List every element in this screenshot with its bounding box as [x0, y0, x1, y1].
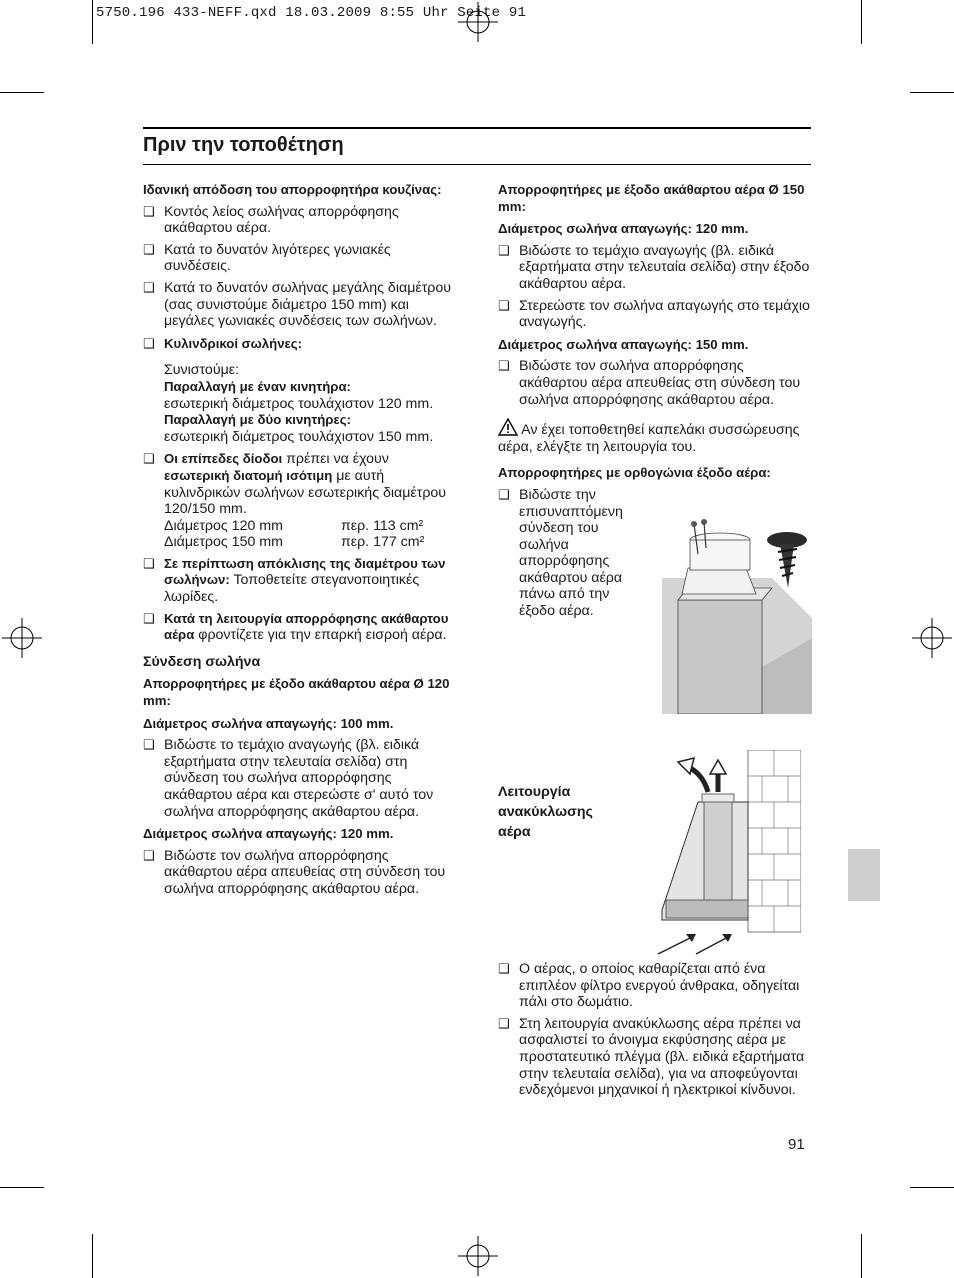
- list-item: ❑ Βιδώστε τον σωλήνα απορρόφησης ακάθαρτου αέρα απευθείας στη σύνδεση του σωλήνα απορρόφησης ακάθαρτου αέρα.: [143, 847, 446, 897]
- section-heading: Απορροφητήρες με έξοδο ακάθαρτου αέρα Ø 150 mm:: [498, 182, 805, 214]
- checkbox-icon: ❑: [498, 297, 510, 313]
- list-item: ❑ Κατά το δυνατόν σωλήνας μεγάλης διαμέτρου (σας συνιστούμε διάμετρο 150 mm) και μεγάλες γωνιακές συνδέσεις των σωλήνων.: [143, 279, 452, 330]
- page-title: Πριν την τοποθέτηση: [143, 134, 344, 156]
- diameter-row: Διάμετρος 150 mm περ. 177 cm²: [164, 534, 425, 551]
- list-item: ❑ Κατά το δυνατόν λιγότερες γωνιακές συνδέσεις.: [143, 241, 391, 275]
- checkbox-icon: ❑: [143, 451, 155, 467]
- registration-mark-icon: [458, 1236, 498, 1276]
- list-item: ❑ Οι επίπεδες δίοδοι πρέπει να έχουν εσωτερική διατομή ισότιμη με αυτή κυλινδρικών σωλήνων εσωτερικής διαμέτρου 120/150 mm. Διάμετρος 120 mm περ. 113 cm² Διάμετρος 150 mm περ. 177 cm²: [143, 451, 458, 551]
- list-item: ❑ Κατά τη λειτουργία απορρόφησης ακάθαρτου αέρα φροντίζετε για την επαρκή εισροή αέρα.: [143, 610, 449, 644]
- checkbox-icon: ❑: [143, 610, 155, 626]
- list-item: ❑ Βιδώστε το τεμάχιο αναγωγής (βλ. ειδικά εξαρτήματα στην τελευταία σελίδα) στη σύνδεση του σωλήνα απορρόφησης ακάθαρτου αέρα και στερεώστε σ' αυτό τον σωλήνα απορρόφησης ακάθαρτου αέρα.: [143, 737, 434, 820]
- recirculation-illustration: [648, 750, 801, 960]
- checkbox-icon: ❑: [143, 279, 155, 295]
- section-heading: Διάμετρος σωλήνα απαγωγής: 120 mm.: [498, 221, 749, 237]
- crop-mark: [910, 92, 954, 93]
- crop-mark: [92, 0, 93, 44]
- rectangular-outlet-illustration: [660, 518, 812, 714]
- section-heading: Διάμετρος σωλήνα απαγωγής: 120 mm.: [143, 826, 394, 842]
- checkbox-icon: ❑: [498, 486, 510, 502]
- left-column: [143, 182, 458, 898]
- checkbox-icon: ❑: [143, 241, 155, 257]
- list-item: ❑ Ο αέρας, ο οποίος καθαρίζεται από ένα επιπλέον φίλτρο ενεργού άνθρακα, οδηγείται πάλι στο δωμάτιο.: [498, 961, 800, 1011]
- checkbox-icon: ❑: [143, 203, 155, 219]
- crop-mark: [0, 1187, 44, 1188]
- page-number: 91: [788, 1136, 805, 1153]
- subsection-title: Σύνδεση σωλήνα: [143, 653, 261, 670]
- thumb-index-tab: [848, 849, 880, 901]
- warning-icon: [498, 418, 518, 436]
- list-item: ❑ Κυλινδρικοί σωλήνες: Συνιστούμε: Παραλλαγή με έναν κινητήρα: εσωτερική διάμετρος τουλάχιστον 120 mm. Παραλλαγή με δύο κινητήρες: εσωτερική διάμετρος τουλάχιστον 150 mm.: [143, 335, 434, 445]
- checkbox-icon: ❑: [498, 961, 510, 976]
- list-item: ❑ Στη λειτουργία ανακύκλωσης αέρα πρέπει να ασφαλιστεί το άνοιγμα εκφύσησης αέρα με προστατευτικό πλέγμα (βλ. ειδικά εξαρτήματα στην τελευταία σελίδα), για να αποφεύγονται ενδεχόμενοι μηχανικοί ή ηλεκτρικοί κίνδυνοι.: [498, 1015, 805, 1099]
- list-item: ❑ Βιδώστε το τεμάχιο αναγωγής (βλ. ειδικά εξαρτήματα στην τελευταία σελίδα) στην έξοδο ακάθαρτου αέρα.: [498, 242, 810, 292]
- crop-mark: [861, 1234, 862, 1278]
- section-heading: Απορροφητήρες με ορθογώνια έξοδο αέρα:: [498, 465, 771, 481]
- registration-mark-icon: [458, 2, 498, 42]
- diameter-row: Διάμετρος 120 mm περ. 113 cm²: [164, 517, 424, 534]
- crop-mark: [0, 92, 44, 93]
- section-heading: Ιδανική απόδοση του απορροφητήρα κουζίνας:: [143, 182, 442, 197]
- title-rule-top: [143, 127, 811, 129]
- list-item: ❑ Βιδώστε την επισυναπτόμενη σύνδεση του σωλήνα απορρόφησης ακάθαρτου αέρα πάνω από την έξοδο αέρα.: [498, 486, 623, 620]
- checkbox-icon: ❑: [498, 1015, 510, 1031]
- checkbox-icon: ❑: [498, 242, 510, 258]
- registration-mark-icon: [912, 618, 952, 658]
- section-heading: Διάμετρος σωλήνα απαγωγής: 100 mm.: [143, 715, 394, 731]
- registration-mark-icon: [2, 618, 42, 658]
- title-rule-bottom: [143, 164, 811, 165]
- checkbox-icon: ❑: [498, 358, 510, 374]
- recirculation-title: Λειτουργία ανακύκλωσης αέρα: [498, 784, 593, 840]
- section-heading: Διάμετρος σωλήνα απαγωγής: 150 mm.: [498, 336, 749, 352]
- list-item: ❑ Κοντός λείος σωλήνας απορρόφησης ακάθαρτου αέρα.: [143, 203, 399, 237]
- print-header: 5750.196 433-NEFF.qxd 18.03.2009 8:55 Uhr Seite 91: [96, 5, 527, 21]
- right-column-bottom: [498, 956, 813, 1099]
- checkbox-icon: ❑: [143, 847, 155, 863]
- checkbox-icon: ❑: [143, 335, 155, 351]
- list-item: ❑ Σε περίπτωση απόκλισης της διαμέτρου των σωλήνων: Τοποθετείτε στεγανοποιητικές λωρίδες.: [143, 555, 446, 606]
- crop-mark: [92, 1234, 93, 1278]
- warning-note: Αν έχει τοποθετηθεί καπελάκι συσσώρευσης αέρα, ελέγξτε τη λειτουργία του.: [498, 418, 813, 455]
- crop-mark: [910, 1187, 954, 1188]
- section-heading: Απορροφητήρες με έξοδο ακάθαρτου αέρα Ø 120 mm:: [143, 676, 450, 709]
- crop-mark: [861, 0, 862, 44]
- list-item: ❑ Βιδώστε τον σωλήνα απορρόφησης ακάθαρτου αέρα απευθείας στη σύνδεση του σωλήνα απορρόφησης ακάθαρτου αέρα.: [498, 358, 801, 408]
- checkbox-icon: ❑: [143, 555, 155, 571]
- checkbox-icon: ❑: [143, 737, 155, 753]
- list-item: ❑ Στερεώστε τον σωλήνα απαγωγής στο τεμάχιο αναγωγής.: [498, 297, 810, 331]
